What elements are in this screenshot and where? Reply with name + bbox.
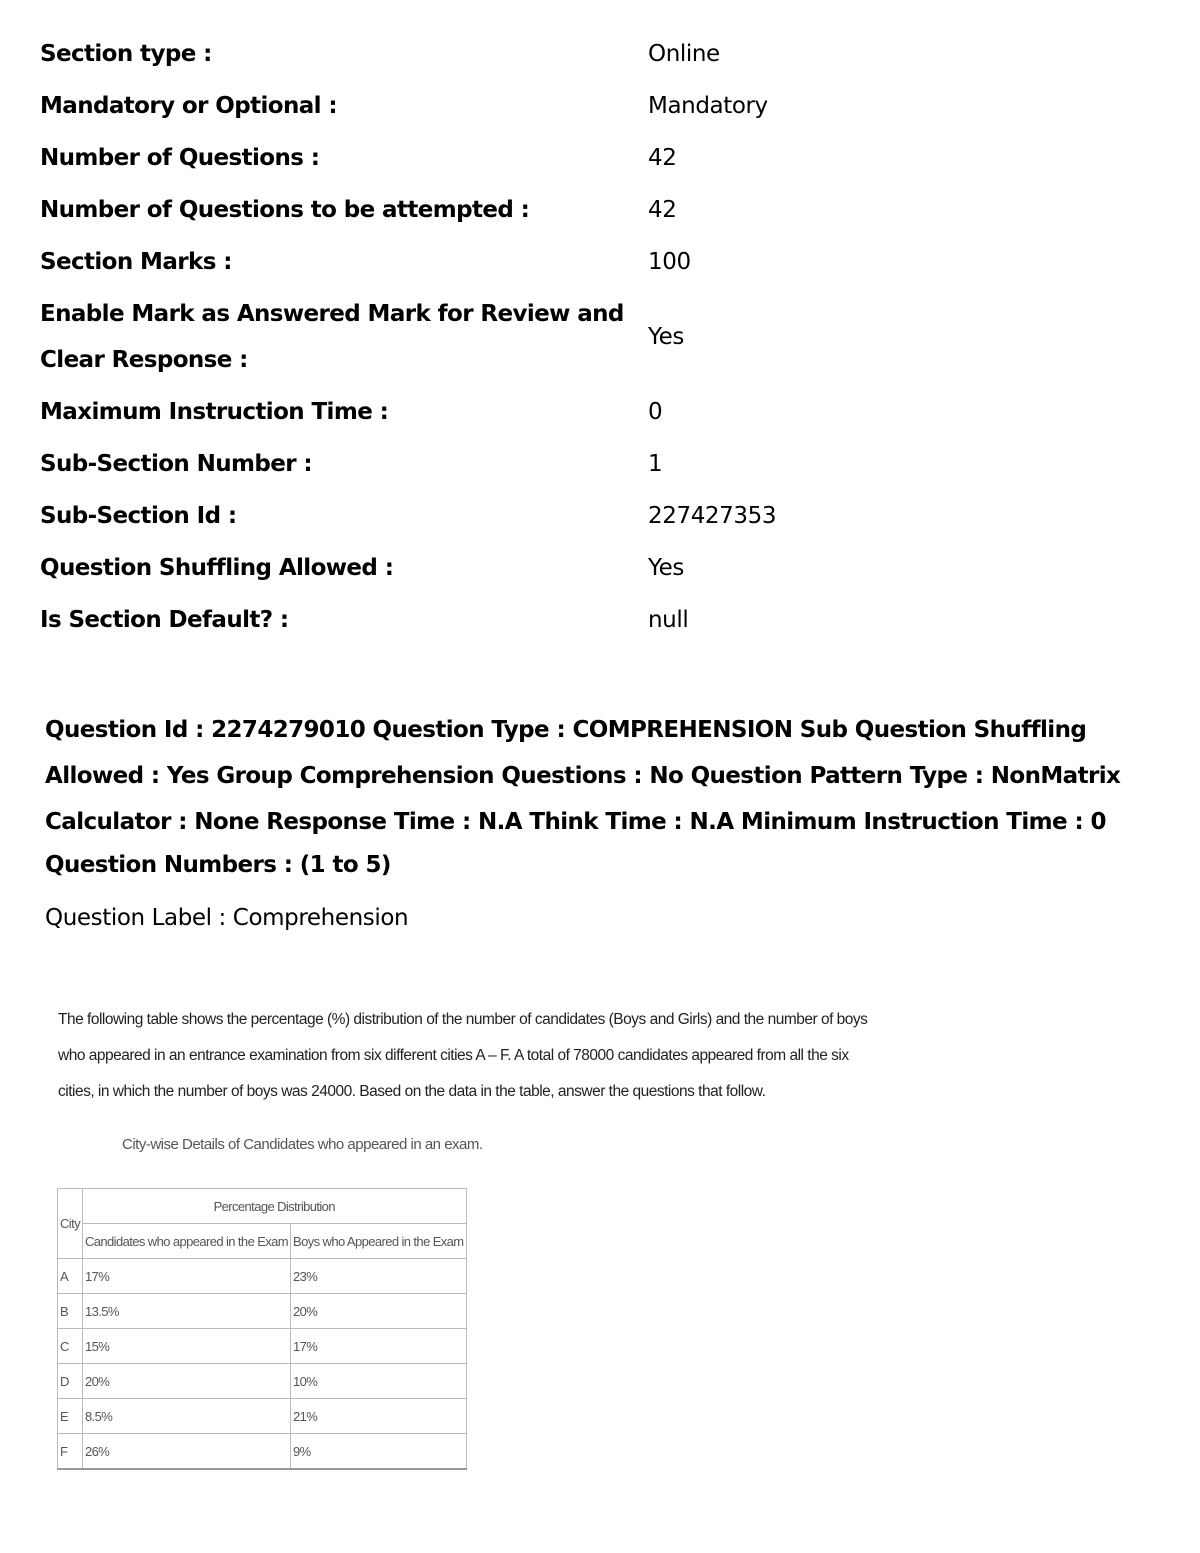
- city-cell: D: [58, 1364, 83, 1399]
- info-value: Online: [648, 41, 720, 67]
- candidates-cell: 13.5%: [83, 1294, 291, 1329]
- city-column-header: City: [58, 1189, 83, 1259]
- info-row-sub-section-id: [40, 490, 1150, 542]
- candidates-cell: 20%: [83, 1364, 291, 1399]
- info-label: Number of Questions :: [40, 145, 320, 171]
- info-value: Yes: [648, 324, 684, 350]
- info-label: Sub-Section Id :: [40, 503, 237, 529]
- boys-cell: 20%: [291, 1294, 467, 1329]
- boys-cell: 17%: [291, 1329, 467, 1364]
- boys-cell: 21%: [291, 1399, 467, 1434]
- info-label: Question Shuffling Allowed :: [40, 555, 394, 581]
- info-row-number-of-questions: [40, 132, 1150, 184]
- info-value: 42: [648, 197, 677, 223]
- table-row: [58, 1259, 467, 1294]
- info-row-section-type: [40, 28, 1150, 80]
- question-header: Question Id : 2274279010 Question Type : COMPREHENSION Sub Question Shuffling Allowed : Yes Group Comprehension Questions : No Question Pattern Type : NonMatrix Calculator : None Response Time : N.A Think Time : N.A Minimum Instruction Time : 0: [45, 717, 1121, 835]
- info-value: null: [648, 607, 689, 633]
- comprehension-passage: The following table shows the percentage (%) distribution of the number of candidates (Boys and Girls) and the number of boys who appeared in an entrance examination from six different cities A – F. A total of 78000 candidates appeared from all the six cities, in which the number of boys was 24000. Based on the data in the table, answer the questions that follow.: [58, 1011, 868, 1100]
- table-row: [58, 1329, 467, 1364]
- info-value: 100: [648, 249, 691, 275]
- table-row: [58, 1399, 467, 1434]
- boys-cell: 23%: [291, 1259, 467, 1294]
- info-row-sub-section-number: [40, 438, 1150, 490]
- info-label: Is Section Default? :: [40, 607, 289, 633]
- info-value: Mandatory: [648, 93, 768, 119]
- table-header-row: [58, 1189, 467, 1224]
- question-label: Question Label : Comprehension: [45, 905, 409, 931]
- table-row: [58, 1364, 467, 1399]
- info-row-max-instruction-time: [40, 386, 1150, 438]
- boys-cell: 9%: [291, 1434, 467, 1470]
- info-value: Yes: [648, 555, 684, 581]
- info-label: Enable Mark as Answered Mark for Review and Clear Response :: [40, 301, 624, 373]
- table-caption: City-wise Details of Candidates who appeared in an exam.: [122, 1136, 483, 1153]
- candidates-cell: 26%: [83, 1434, 291, 1470]
- info-row-enable-mark: [40, 288, 1150, 386]
- candidates-column-header: Candidates who appeared in the Exam: [83, 1224, 291, 1259]
- city-cell: B: [58, 1294, 83, 1329]
- info-value: 1: [648, 451, 663, 477]
- city-cell: A: [58, 1259, 83, 1294]
- info-label: Sub-Section Number :: [40, 451, 313, 477]
- city-distribution-table: [57, 1188, 467, 1470]
- percentage-group-header: Percentage Distribution: [83, 1189, 467, 1224]
- info-row-mandatory: [40, 80, 1150, 132]
- city-cell: E: [58, 1399, 83, 1434]
- candidates-cell: 15%: [83, 1329, 291, 1364]
- info-label: Number of Questions to be attempted :: [40, 197, 530, 223]
- section-info-table: [40, 28, 1150, 646]
- info-row-shuffling: [40, 542, 1150, 594]
- info-label: Section type :: [40, 41, 212, 67]
- city-cell: C: [58, 1329, 83, 1364]
- info-label: Mandatory or Optional :: [40, 93, 337, 119]
- table-row: [58, 1434, 467, 1470]
- candidates-cell: 8.5%: [83, 1399, 291, 1434]
- info-row-questions-to-attempt: [40, 184, 1150, 236]
- info-value: 42: [648, 145, 677, 171]
- table-row: [58, 1294, 467, 1329]
- info-row-section-marks: [40, 236, 1150, 288]
- candidates-cell: 17%: [83, 1259, 291, 1294]
- info-row-section-default: [40, 594, 1150, 646]
- info-value: 0: [648, 399, 663, 425]
- city-cell: F: [58, 1434, 83, 1470]
- boys-cell: 10%: [291, 1364, 467, 1399]
- question-numbers: Question Numbers : (1 to 5): [45, 852, 391, 878]
- info-value: 227427353: [648, 503, 777, 529]
- info-label: Section Marks :: [40, 249, 232, 275]
- boys-column-header: Boys who Appeared in the Exam: [291, 1224, 467, 1259]
- info-label: Maximum Instruction Time :: [40, 399, 389, 425]
- table-subheader-row: [58, 1224, 467, 1259]
